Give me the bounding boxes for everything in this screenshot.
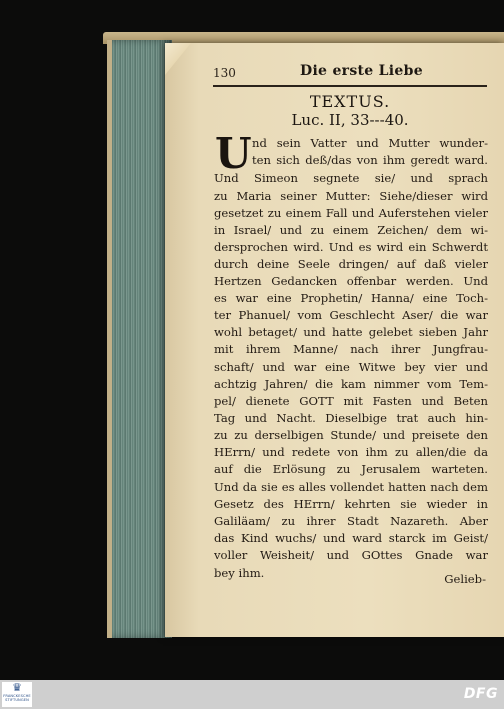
logo-caption: FRANCKESCHE STIFTUNGEN bbox=[3, 694, 31, 702]
running-head: Die erste Liebe bbox=[300, 63, 423, 79]
text-line: ter Phanuel/ vom Geschlecht Aser/ die war bbox=[214, 308, 488, 322]
drop-cap: U bbox=[215, 129, 252, 178]
viewer-footer-bar bbox=[0, 680, 504, 709]
text-line: bey ihm. bbox=[214, 566, 265, 580]
text-line: Gesetz des HErrn/ kehrten sie wieder in bbox=[214, 497, 488, 511]
page-edges bbox=[107, 40, 172, 638]
text-line: auf die Erlösung zu Jerusalem warteten. bbox=[214, 462, 488, 476]
text-line: mit ihrem Manne/ nach ihrer Jungfrau- bbox=[214, 342, 488, 356]
text-line: schaft/ und war eine Witwe bey vier und bbox=[214, 360, 488, 374]
text-line: wohl betaget/ und hatte gelebet sieben Jahr bbox=[214, 325, 488, 339]
text-line: in Israel/ und zu einem Zeichen/ dem wi- bbox=[214, 223, 488, 237]
crown-icon: ♛ bbox=[12, 681, 22, 694]
text-line: Tag und Nacht. Dieselbige trat auch hin- bbox=[214, 411, 488, 425]
dfg-logo[interactable]: DFG bbox=[463, 686, 498, 702]
text-line: es war eine Prophetin/ Hanna/ eine Toch- bbox=[214, 291, 488, 305]
text-line: Galiläam/ zu ihrer Stadt Nazareth. Aber bbox=[214, 514, 488, 528]
text-line: das Kind wuchs/ und ward starck im Geist/ bbox=[214, 531, 488, 545]
text-line: pel/ dienete GOTT mit Fasten und Beten bbox=[214, 394, 488, 408]
header-rule bbox=[213, 85, 487, 87]
text-line: durch deine Seele dringen/ auf daß vieler bbox=[214, 257, 488, 271]
text-line: Und da sie es alles vollendet hatten nach dem bbox=[214, 480, 488, 494]
text-line: zu zu derselbigen Stunde/ und preisete den bbox=[214, 428, 488, 442]
text-line: nd sein Vatter und Mutter wunder- bbox=[252, 136, 488, 150]
text-line: achtzig Jahren/ die kam nimmer vom Tem- bbox=[214, 377, 488, 391]
text-line: Und Simeon segnete sie/ und sprach bbox=[214, 171, 488, 185]
francke-foundation-logo[interactable] bbox=[2, 682, 32, 707]
text-line: ten sich deß/das von ihm geredt ward. bbox=[252, 153, 488, 167]
page-number: 130 bbox=[213, 66, 236, 80]
text-line: voller Weisheit/ und GOttes Gnade war bbox=[214, 548, 488, 562]
catchword: Gelieb- bbox=[444, 572, 486, 586]
scripture-reference: Luc. II, 33---40. bbox=[291, 111, 409, 129]
text-line: Hertzen Gedancken offenbar werden. Und bbox=[214, 274, 488, 288]
text-line: zu Maria seiner Mutter: Siehe/dieser wird bbox=[214, 189, 488, 203]
text-line: dersprochen wird. Und es wird ein Schwerdt bbox=[214, 240, 488, 254]
section-heading: TEXTUS. bbox=[309, 92, 391, 111]
text-line: gesetzet zu einem Fall und Auferstehen vieler bbox=[214, 206, 488, 220]
text-line: HErrn/ und redete von ihm zu allen/die da bbox=[214, 445, 488, 459]
